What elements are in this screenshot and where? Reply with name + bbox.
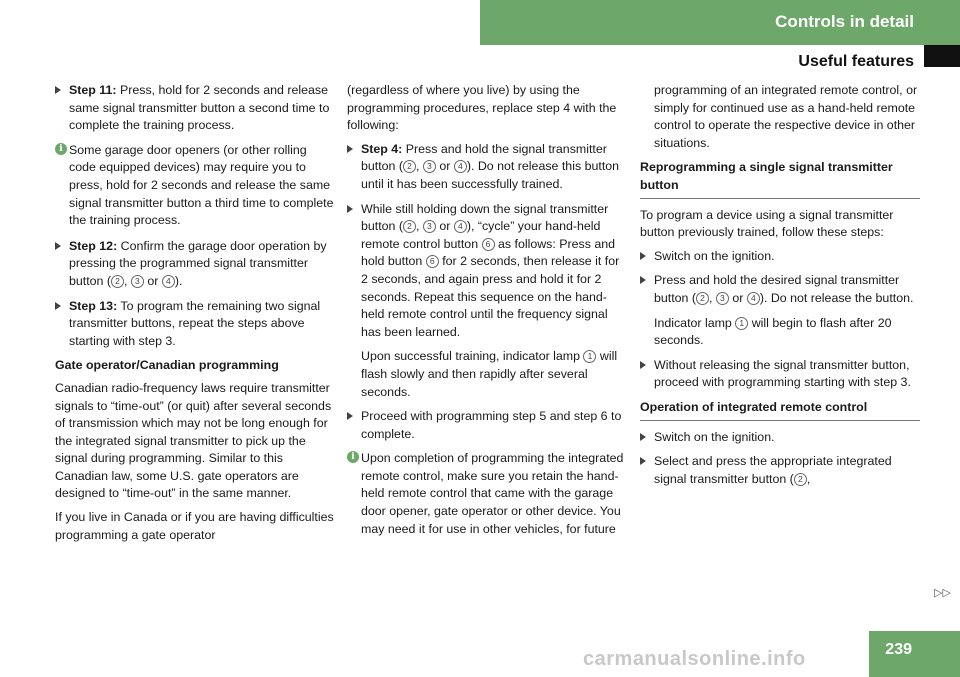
reprogramming-intro: To program a device using a signal transmitter button previously trained, follow these steps: [640, 207, 894, 240]
button-6-icon: 6 [482, 238, 495, 251]
button-3-icon: 3 [423, 220, 436, 233]
button-4-icon: 4 [454, 160, 467, 173]
button-2-icon: 2 [111, 275, 124, 288]
button-2-icon: 2 [794, 473, 807, 486]
without-releasing-step: Without releasing the signal transmitter button, proceed with programming starting with step 3. [640, 357, 920, 392]
note-continuation: programming of an integrated remote control, or simply for continued use as a hand-held remote control to operate the respective device in other situations. [654, 83, 918, 150]
watermark: carmanualsonline.info [583, 648, 806, 670]
info-note-1: i Some garage door openers (or other rolling code equipped devices) may require you to press, hold for 2 seconds and release the same signal transmitter button a third time to complete the training process. [55, 142, 335, 230]
page-number-box [869, 631, 960, 677]
step-12: Step 12: Confirm the garage door operation by pressing the programmed signal transmitter button ( 2 , 3 or 4 ). [55, 238, 335, 291]
info-icon: i [55, 143, 67, 155]
operation-heading: Operation of integrated remote control [640, 399, 920, 421]
bullet-arrow-icon [55, 302, 61, 310]
press-hold-step: Press and hold the desired signal transmitter button ( 2 , 3 or 4 ). Do not release the button. [640, 272, 920, 307]
bullet-arrow-icon [347, 205, 353, 213]
button-4-icon: 4 [747, 292, 760, 305]
column-3 [640, 82, 920, 495]
bullet-arrow-icon [55, 86, 61, 94]
gate-heading: Gate operator/Canadian programming [55, 358, 279, 373]
bullet-arrow-icon [347, 145, 353, 153]
button-2-icon: 2 [403, 220, 416, 233]
replace-step-intro: (regardless of where you live) by using the programming procedures, replace step 4 with the following: [347, 83, 617, 133]
step-4: Step 4: Press and hold the signal transmitter button ( 2 , 3 or 4 ). Do not release this button until it has been successfully trained. [347, 141, 627, 194]
info-icon: i [347, 451, 359, 463]
button-3-icon: 3 [716, 292, 729, 305]
gate-paragraph-2: If you live in Canada or if you are having difficulties programming a gate operator [55, 510, 334, 542]
indicator-lamp-1-icon: 1 [583, 350, 596, 363]
info-note-2: i Upon completion of programming the integrated remote control, make sure you retain the hand-held remote control that came with the garage door opener, gate operator or other device. You may need it for use in other vehicles, for future [347, 450, 627, 538]
column-2 [347, 82, 627, 546]
continued-icon: ▷▷ [934, 587, 951, 599]
lamp-text: Indicator lamp 1 will begin to flash after 20 seconds. [654, 315, 892, 348]
column-1 [55, 82, 335, 550]
bullet-arrow-icon [640, 276, 646, 284]
cycle-step: While still holding down the signal transmitter button ( 2 , 3 or 4 ), “cycle” your hand-held remote control button 6 as follows: Press and hold button 6 for 2 seconds, then release it for 2 seconds, and again press and hold it for 2 seconds. Repeat this sequence on the hand-held remote control until the frequency signal has been learned. [347, 201, 627, 342]
bullet-arrow-icon [640, 433, 646, 441]
step-11: Step 11: Press, hold for 2 seconds and release same signal transmitter button a second time to complete the training process. [55, 82, 335, 135]
reprogramming-heading: Reprogramming a single signal transmitter button [640, 159, 920, 198]
bullet-arrow-icon [55, 242, 61, 250]
bullet-arrow-icon [640, 457, 646, 465]
page-number: 239 [885, 641, 912, 658]
button-2-icon: 2 [403, 160, 416, 173]
indicator-lamp-1-icon: 1 [735, 317, 748, 330]
success-text: Upon successful training, indicator lamp 1 will flash slowly and then rapidly after several seconds. [361, 349, 618, 399]
header-tab-block [924, 45, 960, 67]
section-title: Controls in detail [775, 12, 914, 31]
bullet-arrow-icon [347, 412, 353, 420]
ignition-step-1: Switch on the ignition. [640, 248, 920, 266]
button-6-icon: 6 [426, 255, 439, 268]
button-4-icon: 4 [454, 220, 467, 233]
proceed-step: Proceed with programming step 5 and step 6 to complete. [347, 408, 627, 443]
button-3-icon: 3 [423, 160, 436, 173]
gate-paragraph-1: Canadian radio-frequency laws require transmitter signals to “time-out” (or quit) after several seconds of transmission which may not be long enough for the integrated signal transmitter to pick up the signal during programming. Similar to this Canadian law, some U.S. gate operators are designed to “time-out” in the same manner. [55, 380, 332, 501]
button-2-icon: 2 [696, 292, 709, 305]
button-3-icon: 3 [131, 275, 144, 288]
bullet-arrow-icon [640, 361, 646, 369]
subsection-title: Useful features [798, 53, 914, 70]
bullet-arrow-icon [640, 252, 646, 260]
select-press-step: Select and press the appropriate integrated signal transmitter button ( 2 , [640, 453, 920, 488]
step-13: Step 13: To program the remaining two signal transmitter buttons, repeat the steps above starting with step 3. [55, 298, 335, 351]
ignition-step-2: Switch on the ignition. [640, 429, 920, 447]
button-4-icon: 4 [162, 275, 175, 288]
